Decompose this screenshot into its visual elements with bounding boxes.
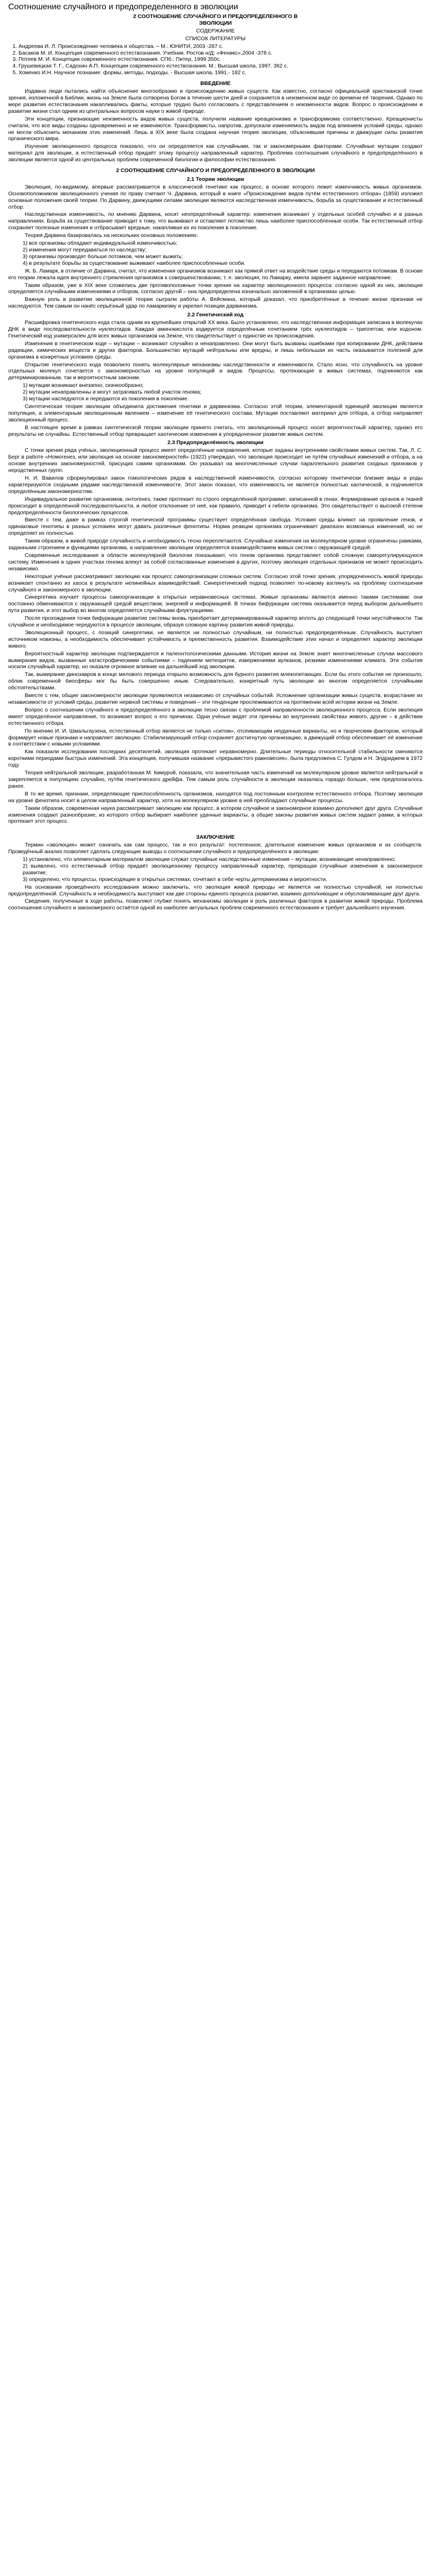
paragraph: Теория нейтральной эволюции, разработанная М. Кимурой, показала, что значительная часть изменений на молекулярном уровне является нейтральной и закрепляется в популяциях случайно, путём генетического дрейфа. Тем самым роль случайности в эволюции оказалась гораздо больше, чем предполагалось ранее.	[8, 770, 423, 789]
references-list	[8, 43, 423, 77]
paragraph: Н. И. Вавилов сформулировал закон гомологических рядов в наследственной изменчивости, согласно которому генетически близкие виды и роды характеризуются сходными рядами наследственной изменчивости. Этот закон показал, что изменчивость не является полностью хаотической, а подчиняется определённым закономерностям.	[8, 475, 423, 495]
list-item: 1) все организмы обладают индивидуальной изменчивостью;	[23, 240, 178, 247]
paragraph: Так, вымирание динозавров в конце мелового периода открыло возможность для бурного развития млекопитающих. Если бы этого события не произошло, облик современной биосферы мог бы быть совершенно иным. Следовательно, конкретный путь эволюции во многом определяется случайными обстоятельствами.	[8, 671, 423, 691]
reference-item: 1. Андреева И. Л. Происхождение человека и общества. – М.: ЮНИТИ, 2003 -287 с.	[19, 43, 423, 50]
subsection-2-3-title: 2.3 Предопределённость эволюции	[167, 439, 264, 446]
paragraph: Синергетика изучает процессы самоорганизации в открытых неравновесных системах. Живые организмы являются именно такими системами: они постоянно обмениваются с окружающей средой веществом, энергией и информацией. В точках бифуркации система оказывается перед выбором дальнейшего пути развития, и этот выбор во многом определяется случайными флуктуациями.	[8, 594, 423, 614]
paragraph: Таким образом, в живой природе случайность и необходимость тесно переплетаются. Случайные изменения на молекулярном уровне ограничены рамками, заданными строением и функциями организма, а направление эволюции определяется взаимодействием живых систем с окружающей средой.	[8, 538, 423, 551]
intro-body	[8, 88, 423, 163]
paragraph: Вероятностный характер эволюции подтверждается и палеонтологическими данными. История жизни на Земле знает многочисленные случаи массового вымирания видов, вызванные катастрофическими событиями – падением метеоритов, извержениями вулканов, резкими изменениями климата. Эти события носили случайный характер, но оказали огромное влияние на дальнейший ход эволюции.	[8, 650, 423, 670]
paragraph: Наследственная изменчивость, по мнению Дарвина, носит неопределённый характер: изменения возникают у отдельных особей случайно и в разных направлениях. Борьба за существование приводит к тому, что выживают и оставляют потомство лишь наиболее приспособленные особи. Так естественный отбор сохраняет полезные изменения и отбрасывает вредные, накапливая их из поколения в поколение.	[8, 211, 423, 231]
heading-main-line-2: ЭВОЛЮЦИИ	[199, 20, 232, 26]
list-item: 3) мутации наследуются и передаются из поколения в поколение.	[23, 396, 189, 402]
paragraph: Сведения, полученные в ходе работы, позволяют глубже понять механизмы эволюции и роль различных факторов в развитии живой природы. Проблема соотношения случайного и закономерного остаётся одной из наиболее актуальных проблем современного естествознания и требует дальнейшего изучения.	[8, 898, 423, 911]
paragraph: На основании проведённого исследования можно заключить, что эволюция живой природы не является ни полностью случайной, ни полностью предопределённой. Случайность и необходимость выступают как две стороны единого процесса развития, взаимно дополняющие и обусловливающие друг друга.	[8, 884, 423, 897]
list-item: 3) определено, что процессы, происходящие в открытых системах, сочетают в себе черты детерминизма и вероятности.	[23, 876, 327, 883]
paragraph: Эволюция, по-видимому, впервые рассматривается в классической генетике как процесс, в основе которого лежит изменчивость живых организмов. Основоположником эволюционного учения по праву считают Ч. Дарвина, который в книге «Происхождение видов путём естественного отбора» (1859) изложил основные положения своей теории. По Дарвину, движущими силами эволюции являются наследственная изменчивость, борьба за существование и естественный отбор.	[8, 183, 423, 210]
subsection-2-1-title: 2.1 Теории эволюции	[186, 176, 245, 182]
references-title: СПИСОК ЛИТЕРАТУРЫ	[185, 35, 246, 42]
sub1-list	[8, 240, 423, 267]
list-intro: Теория Дарвина базировалась на нескольких основных положениях:	[25, 232, 198, 239]
conclusion-title: ЗАКЛЮЧЕНИЕ	[196, 834, 235, 841]
sub2-list	[8, 382, 423, 402]
list-item: 2) выявлено, что естественный отбор придаёт эволюционному процессу направленный характер, превращая случайные изменения в закономерное развитие;	[23, 862, 423, 876]
paragraph: Таким образом, уже в XIX веке сложились две противоположные точки зрения на характер эволюционного процесса: согласно одной из них, эволюция определяется случайными изменениями и отбором, согласно другой – она предопределена изначально заложенной в организмах целью.	[8, 282, 423, 295]
paragraph: Современные исследования в области молекулярной биологии показывают, что геном организма представляет собой сложную саморегулирующуюся систему. Изменения в одних участках генома влекут за собой согласованные изменения в других, поэтому эволюция отдельных признаков не может происходить независимо.	[8, 552, 423, 572]
paragraph: Важную роль в развитии эволюционной теории сыграли работы А. Вейсмана, который доказал, что приобретённые в течение жизни признаки не наследуются. Тем самым он нанёс серьёзный удар по ламаркизму и укрепил позиции дарвинизма.	[8, 296, 423, 310]
paragraph: Некоторые учёные рассматривают эволюцию как процесс самоорганизации сложных систем. Согласно этой точке зрения, упорядоченность живой природы возникает спонтанно из хаоса в результате нелинейных взаимодействий. Синергетический подход позволяет по-новому взглянуть на проблему соотношения случайного и закономерного в эволюции.	[8, 573, 423, 593]
list-item: 3) организмы производят больше потомков, чем может выжить;	[23, 253, 183, 260]
list-item: 4) в результате борьбы за существование выживают наиболее приспособленные особи.	[23, 260, 246, 266]
paragraph: По мнению И. И. Шмальгаузена, естественный отбор является не только «ситом», отсеивающим неудачные варианты, но и творческим фактором, который формирует новые признаки и направляет эволюцию. Стабилизирующий отбор сохраняет достигнутую организацию, а движущий отбор обеспечивает её изменение в соответствии с новыми условиями.	[8, 727, 423, 748]
paragraph: В то же время, признаки, определяющие приспособленность организмов, находятся под постоянным контролем естественного отбора. Поэтому эволюция на уровне фенотипа носит в целом направленный характер, хотя на молекулярном уровне в ней преобладают случайные процессы.	[8, 790, 423, 804]
paragraph: Изучение эволюционного процесса показало, что он определяется как случайными, так и закономерными факторами. Случайные мутации создают материал для эволюции, а естественный отбор придаёт этому процессу направленный характер. Проблема соотношения случайного и предопределённого в эволюции является одной из центральных проблем современной биологии и философии естествознания.	[8, 143, 423, 163]
paragraph: Индивидуальное развитие организмов, онтогенез, также протекает по строго определённой программе, записанной в генах. Формирование органов и тканей происходит в определённой последовательности, и любое отклонение от неё, как правило, приводит к гибели организма. Это свидетельствует о высокой степени предопределённости биологических процессов.	[8, 496, 423, 516]
site-title[interactable]: Соотношение случайного и предопределенного в эволюции	[8, 3, 238, 11]
conclusion-list	[8, 856, 423, 883]
paragraph: Вместе с тем, общие закономерности эволюции проявляются независимо от случайных событий. Усложнение организации живых существ, возрастание их независимости от условий среды, развитие нервной системы и поведения – эти тенденции прослеживаются на протяжении всей истории жизни на Земле.	[8, 692, 423, 705]
list-item: 1) установлено, что элементарным материалом эволюции служат случайные наследственные изменения – мутации, возникающие ненаправленно;	[23, 856, 396, 863]
heading-main-line-1: 2 СООТНОШЕНИЕ СЛУЧАЙНОГО И ПРЕДОПРЕДЕЛЕННОГО В	[133, 13, 298, 20]
paragraph: Термин «эволюция» может означать как сам процесс, так и его результат: постепенное, длительное изменение живых организмов и их сообществ. Проведённый анализ позволяет сделать следующие выводы о соотношении случайного и предопределённого в эволюции:	[8, 842, 423, 855]
paragraph: Как показали исследования последних десятилетий, эволюция протекает неравномерно. Длительные периоды относительной стабильности сменяются короткими периодами быстрых изменений. Эта концепция, получившая название «прерывистого равновесия», была предложена С. Гулдом и Н. Элдриджем в 1972 году.	[8, 749, 423, 769]
list-item: 1) мутации возникают внезапно, скачкообразно;	[23, 382, 144, 389]
reference-item: 2. Басаков М. И. Концепция современного естествознания. Учебник. Ростов н/Д: «Феникс»,2004 -378 с.	[19, 50, 423, 57]
paragraph: Синтетическая теория эволюции объединила достижения генетики и дарвинизма. Согласно этой теории, элементарной единицей эволюции является популяция, а элементарным эволюционным явлением – изменение её генетического состава. Мутации поставляют материал для отбора, а отбор направляет эволюционный процесс.	[8, 403, 423, 423]
reference-item: 4. Грушевицкая Т. Г., Садохин А.П. Концепции современного естествознания. М.: Высшая школа, 1997. 362 с.	[19, 63, 423, 70]
intro-title: ВВЕДЕНИЕ	[200, 80, 231, 87]
paragraph: После прохождения точки бифуркации развитие системы вновь приобретает детерминированный характер вплоть до следующей точки неустойчивости. Так случайное и необходимое чередуются в процессе эволюции, образуя сложную картину развития живой природы.	[8, 615, 423, 629]
paragraph: Открытие генетического кода позволило понять молекулярные механизмы наследственности и изменчивости. Стало ясно, что случайность на уровне отдельных молекул сочетается с закономерностью на уровне популяций и видов. Процессы, протекающие в живых системах, подчиняются как детерминированным, так и вероятностным законам.	[8, 361, 423, 381]
paragraph: Вместе с тем, даже в рамках строгой генетической программы существует определённая свобода. Условия среды влияют на проявление генов, и одинаковые генотипы в разных условиях могут давать различные фенотипы. Норма реакции организма ограничивает диапазон возможных изменений, но не определяет их полностью.	[8, 517, 423, 537]
paragraph: Вопрос о соотношении случайного и предопределённого в эволюции тесно связан с проблемой направленности эволюционного процесса. Если эволюция имеет определённое направление, то возникает вопрос о его причинах. Одни учёные видят эти причины во внутренних свойствах живого, другие – в действии естественного отбора.	[8, 706, 423, 726]
reference-item: 3. Потеев М. И. Концепции современного естествознания. СПб.: Питер, 1999 350с.	[19, 56, 423, 63]
paragraph: В настоящее время в рамках синтетической теории эволюции принято считать, что эволюционный процесс носит вероятностный характер, однако его результаты не случайны. Естественный отбор превращает хаотические изменения в упорядоченное развитие живых систем.	[8, 424, 423, 437]
section-2-title: 2 СООТНОШЕНИЕ СЛУЧАЙНОГО И ПРЕДОПРЕДЕЛЕННОГО В ЭВОЛЮЦИИ	[116, 167, 315, 174]
paragraph: Эти концепции, признающие неизменность видов живых существ, получили название креационизма и трансформизма соответственно. Креационисты считали, что все виды созданы одновременно и не изменяются. Трансформисты, напротив, допускали изменяемость видов под влиянием условий среды, однако не могли объяснить механизм этих изменений. Лишь в XIX веке была создана научная теория эволюции, объяснившая причины и движущие силы развития органического мира.	[8, 115, 423, 142]
paragraph: Таким образом, современная наука рассматривает эволюцию как процесс, в котором случайное и закономерное взаимно дополняют друг друга. Случайные изменения создают разнообразие, из которого отбор выбирает наиболее удачные варианты, а общие законы развития живых систем задают рамки, в которых протекает этот процесс.	[8, 805, 423, 825]
paragraph: С точки зрения ряда учёных, эволюционный процесс имеет определённые направления, которые заданы внутренними свойствами живых систем. Так, Л. С. Берг в работе «Номогенез, или эволюция на основе закономерностей» (1922) утверждал, что эволюция происходит не путём случайных изменений и отбора, а на основе внутренних закономерностей, присущих самим организмам. Он указывал на многочисленные случаи параллельного развития сходных признаков у неродственных групп.	[8, 447, 423, 474]
list-item: 2) изменения могут передаваться по наследству;	[23, 247, 147, 253]
paragraph: Расшифровка генетического кода стала одним из крупнейших открытий XX века. Было установлено, что наследственная информация записана в молекулах ДНК в виде последовательности нуклеотидов. Каждая аминокислота кодируется определённым сочетанием трёх нуклеотидов – триплетом, или кодоном. Генетический код универсален для всех живых организмов на Земле, что свидетельствует о единстве их происхождения.	[8, 319, 423, 339]
spacer	[8, 826, 423, 830]
document	[0, 2, 436, 918]
subsection-2-2-title: 2.2 Генетический код	[187, 312, 244, 318]
paragraph: Ж. Б. Ламарк, в отличие от Дарвина, считал, что изменения организмов возникают как прямой ответ на воздействие среды и передаются потомкам. В основе его теории лежала идея внутреннего стремления организмов к совершенствованию, т. е. эволюция, по Ламарку, имела заранее заданное направление.	[8, 267, 423, 281]
paragraph: Эволюционный процесс, с позиций синергетики, не является ни полностью случайным, ни полностью предопределённым. Случайность выступает источником новизны, а необходимость обеспечивает устойчивость и преемственность развития. Взаимодействие этих начал и определяет характер эволюции живого.	[8, 629, 423, 649]
paragraph: Изменения в генетическом коде – мутации – возникают случайно и ненаправленно. Они могут быть вызваны ошибками при копировании ДНК, действием радиации, химических веществ и других факторов. Большинство мутаций нейтральны или вредны, и лишь небольшая их часть оказывается полезной для организма в конкретных условиях среды.	[8, 340, 423, 360]
reference-item: 5. Хоменко И.Н. Научное познание: формы, методы, подходы. - Высшая школа, 1991.- 182 с.	[19, 70, 423, 76]
paragraph: Издавна люди пытались найти объяснение многообразию и происхождению живых существ. Как известно, согласно официальной христианской точке зрения, изложенной в Библии, жизнь на Земле была сотворена Богом в течение шести дней и сохраняется в неизменном виде со времени её творения. Однако по мере развития естествознания накапливались факты, которые трудно было согласовать с представлением о неизменности видов. Вопрос о происхождении и развитии жизни стал одним из центральных вопросов науки о живой природе.	[8, 88, 423, 114]
contents-label: СОДЕРЖАНИЕ	[196, 27, 235, 34]
list-item: 2) мутации ненаправленны и могут затрагивать любой участок генома;	[23, 389, 202, 396]
